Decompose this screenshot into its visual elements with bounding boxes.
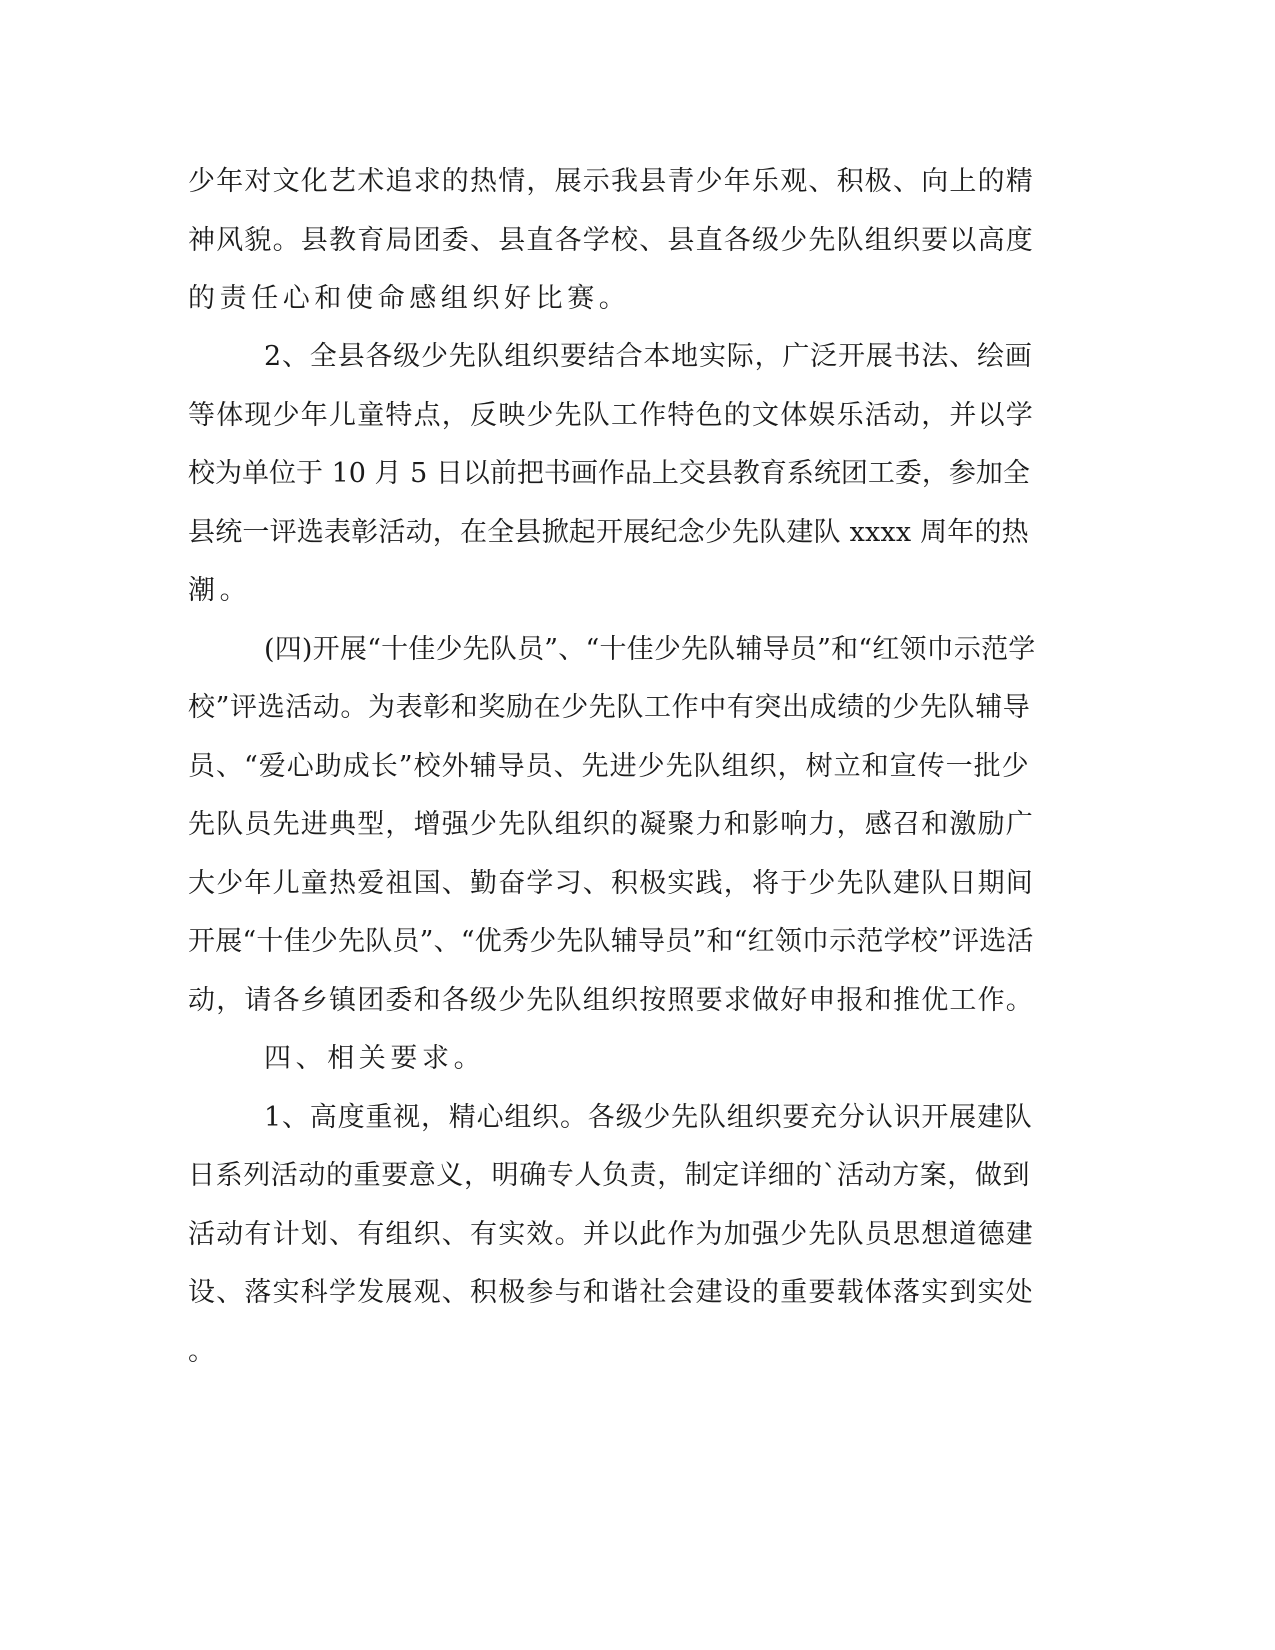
text-line: 。	[188, 1336, 220, 1367]
text-line: 神风貌。县教育局团委、县直各学校、县直各级少先队组织要以高度	[188, 225, 1034, 256]
text-line: 等体现少年儿童特点，反映少先队工作特色的文体娱乐活动，并以学	[188, 400, 1034, 431]
paragraph-start-line: 2、全县各级少先队组织要结合本地实际，广泛开展书法、绘画	[264, 341, 1033, 372]
section-heading: 四、相关要求。	[264, 1043, 486, 1074]
text-line: 动，请各乡镇团委和各级少先队组织按照要求做好申报和推优工作。	[188, 985, 1034, 1016]
text-line: 潮。	[188, 575, 252, 606]
text-line: 校为单位于 10 月 5 日以前把书画作品上交县教育系统团工委，参加全	[188, 458, 1030, 489]
text-line: 大少年儿童热爱祖国、勤奋学习、积极实践，将于少先队建队日期间	[188, 868, 1034, 899]
text-line: 员、“爱心助成长”校外辅导员、先进少先队组织，树立和宣传一批少	[188, 751, 1030, 782]
text-line: 先队员先进典型，增强少先队组织的凝聚力和影响力，感召和激励广	[188, 809, 1034, 840]
text-line: 校”评选活动。为表彰和奖励在少先队工作中有突出成绩的少先队辅导	[188, 692, 1031, 723]
text-line: 设、落实科学发展观、积极参与和谐社会建设的重要载体落实到实处	[188, 1277, 1034, 1308]
text-line: 活动有计划、有组织、有实效。并以此作为加强少先队员思想道德建	[188, 1219, 1034, 1250]
text-line: 日系列活动的重要意义，明确专人负责，制定详细的`活动方案，做到	[188, 1160, 1031, 1191]
text-line: 少年对文化艺术追求的热情，展示我县青少年乐观、积极、向上的精	[188, 166, 1034, 197]
text-line: 的责任心和使命感组织好比赛。	[188, 283, 631, 314]
text-line: 开展“十佳少先队员”、“优秀少先队辅导员”和“红领巾示范学校”评选活	[188, 926, 1034, 957]
paragraph-start-line: 1、高度重视，精心组织。各级少先队组织要充分认识开展建队	[264, 1102, 1033, 1133]
text-line: 县统一评选表彰活动，在全县掀起开展纪念少先队建队 xxxx 周年的热	[188, 517, 1029, 548]
paragraph-start-line: (四)开展“十佳少先队员”、“十佳少先队辅导员”和“红领巾示范学	[264, 634, 1036, 665]
